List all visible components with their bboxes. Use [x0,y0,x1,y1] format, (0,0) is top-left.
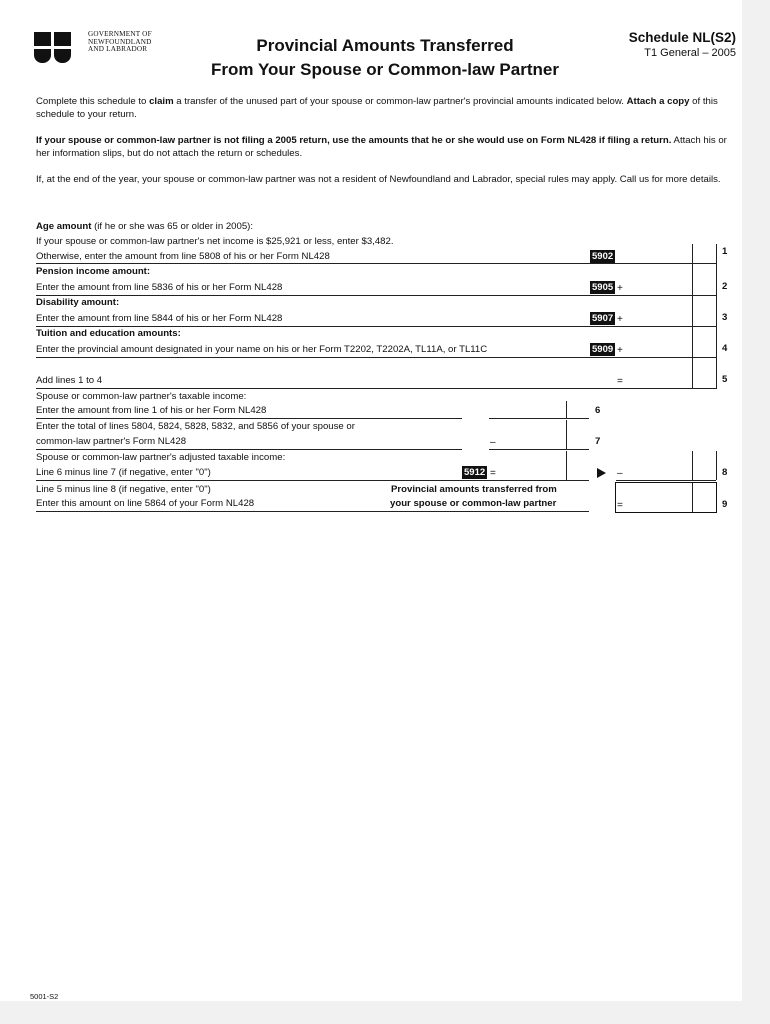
line-number-6: 6 [595,405,601,416]
page-title [195,34,575,82]
line-3-rule [36,326,716,327]
text-run: (if he or she was 65 or older in 2005): [91,221,254,232]
line-code-5902: 5902 [592,251,614,262]
pension-instruction: Enter the amount from line 5836 of his or her Form NL428 [36,282,283,293]
minus-sign: – [490,437,496,448]
text-run-bold: Attach a copy [626,96,690,107]
line-2-rule [36,295,716,296]
plus-sign: + [617,345,623,356]
taxable-income-label: Spouse or common-law partner's taxable income: [36,391,247,402]
page-bottom-band [0,1001,770,1024]
text-run-bold: Pension income amount [36,266,147,277]
intro-paragraph-1 [36,95,736,121]
line-7-box-rule [489,449,589,450]
add-lines-label: Add lines 1 to 4 [36,375,103,386]
intro-paragraph-3 [36,173,736,186]
amount-column-divider [692,244,693,389]
transferred-label-2: your spouse or common-law partner [390,498,557,509]
line-1-amount-field[interactable] [616,244,692,263]
line-9-rule [36,511,589,512]
line-9-label: Line 5 minus line 8 (if negative, enter "0") [36,484,211,495]
plus-sign: + [617,314,623,325]
line-5-amount-field[interactable] [616,369,692,388]
plus-sign: + [617,283,623,294]
adjusted-income-instruction: Line 6 minus line 7 (if negative, enter "0") [36,467,211,478]
crest-quadrant-icon [54,32,71,46]
pension-heading [36,266,150,278]
text-run: of this schedule to your return. [36,96,718,120]
text-run-bold: claim [149,96,174,107]
line-7-text-rule [36,449,462,450]
text-run-bold: Tuition and education amounts [36,328,178,339]
equals-sign: = [617,376,623,387]
line-2-amount-field[interactable] [616,276,692,295]
text-run: If, at the end of the year, your spouse or common-law partner was not a resident of Newfoundland and Labrador, special rules may apply. Call us for more details. [36,174,721,185]
line-9-instruction: Enter this amount on line 5864 of your Form NL428 [36,498,255,509]
line-8-text-rule [36,480,462,481]
page-edge [742,0,770,1024]
amount-column-edge [716,244,717,389]
line-8-amount-field[interactable] [625,462,692,480]
line-1-rule [36,263,716,264]
disability-instruction: Enter the amount from line 5844 of his or her Form NL428 [36,313,283,324]
arrow-right-icon [597,468,606,478]
schedule-year: T1 General – 2005 [644,47,736,59]
gov-line-2: NEWFOUNDLAND [88,37,152,46]
adjusted-income-label: Spouse or common-law partner's adjusted taxable income: [36,452,286,463]
text-run-bold: Age amount [36,221,92,232]
text-run-bold: Disability amount [36,297,116,308]
line-8-right-edge [716,451,717,480]
line-8-cents-divider [566,451,567,480]
line-4-amount-field[interactable] [616,338,692,357]
line-number-3: 3 [722,312,728,323]
line-8-right-rule [616,480,716,481]
text-run: : [146,266,151,277]
line-6-cents-divider [566,401,567,418]
line-6-amount-field[interactable] [489,401,566,418]
line-number-4: 4 [722,343,728,354]
text-run-bold: If your spouse or common-law partner is not filing a 2005 return, use the amounts that he or she would use on Form NL428 if filing a return. [36,135,672,146]
intro-paragraph-2 [36,134,736,160]
text-run: a transfer of the unused part of your spouse or common-law partner's provincial amounts indicated below. [173,96,627,107]
disability-heading [36,297,119,309]
equals-sign: = [490,468,496,479]
schedule-header [629,30,736,59]
line-number-5: 5 [722,374,728,385]
line-number-8: 8 [722,467,728,478]
line-7-cents-divider [566,420,567,449]
line-number-9: 9 [722,499,728,510]
line-4-rule [36,357,716,358]
text-run: Attach his or her information slips, but do not attach the return or schedules. [36,135,727,159]
line-code-5909: 5909 [592,344,614,355]
age-amount-rule: If your spouse or common-law partner's net income is $25,921 or less, enter $3,482. [36,236,394,247]
tuition-heading [36,328,181,340]
line-8-box-rule [462,480,589,481]
line-number-2: 2 [722,281,728,292]
crest-quadrant-icon [34,32,51,46]
total-lines-label: Enter the total of lines 5804, 5824, 5828, 5832, and 5856 of your spouse or [36,421,355,432]
government-name [88,31,152,54]
total-lines-instruction: common-law partner's Form NL428 [36,436,187,447]
taxable-income-instruction: Enter the amount from line 1 of his or her Form NL428 [36,405,267,416]
line-number-7: 7 [595,436,601,447]
text-run: : [115,297,120,308]
transferred-label-1: Provincial amounts transferred from [391,484,557,495]
line-code-5912: 5912 [464,467,486,478]
line-8-right-divider [692,451,693,480]
line-number-1: 1 [722,246,728,257]
gov-line-1: GOVERNMENT OF [88,30,152,38]
gov-line-3: AND LABRADOR [88,45,148,53]
line-6-box-rule [489,418,589,419]
title-line-2: From Your Spouse or Common-law Partner [211,60,559,79]
tuition-instruction: Enter the provincial amount designated in your name on his or her Form T2202, T2202A, TL11A, or TL11C [36,344,488,355]
text-run: Complete this schedule to [36,96,150,107]
age-amount-instruction: Otherwise, enter the amount from line 5808 of his or her Form NL428 [36,251,330,262]
schedule-code: Schedule NL(S2) [628,30,736,45]
age-amount-heading [36,221,253,233]
title-line-1: Provincial Amounts Transferred [256,36,514,55]
equals-sign: = [617,500,623,511]
form-code: 5001-S2 [30,992,59,1001]
line-code-5907: 5907 [592,313,614,324]
line-9-cents-divider [692,483,693,512]
line-3-amount-field[interactable] [616,307,692,326]
line-6-text-rule [36,418,462,419]
line-7-amount-field[interactable] [497,432,566,449]
line-9-result-box[interactable] [615,482,717,513]
line-5-rule [36,388,716,389]
text-run: : [177,328,181,339]
minus-sign: – [617,468,623,479]
line-code-5905: 5905 [592,282,614,293]
